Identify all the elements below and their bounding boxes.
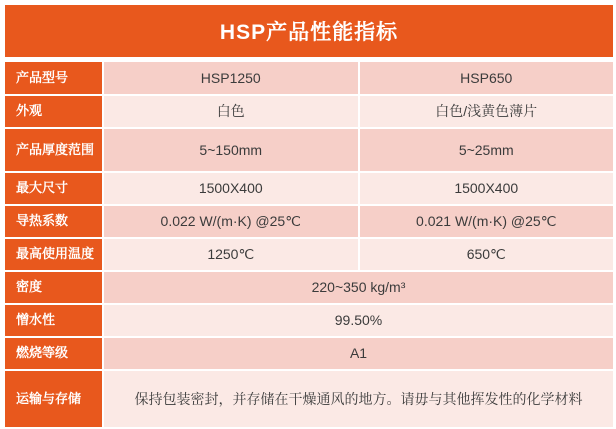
table-row bbox=[5, 96, 613, 127]
table-row bbox=[5, 371, 613, 427]
table-row bbox=[5, 305, 613, 336]
table-row bbox=[5, 62, 613, 94]
table-row bbox=[5, 129, 613, 171]
page-title: HSP产品性能指标 bbox=[5, 5, 613, 57]
table-row bbox=[5, 338, 613, 369]
table-row bbox=[5, 272, 613, 303]
row-label: 产品厚度范围 bbox=[5, 129, 102, 171]
row-label: 导热系数 bbox=[5, 206, 102, 237]
row-label: 运输与存储 bbox=[5, 371, 102, 427]
row-value: 0.022 W/(m·K) @25℃ bbox=[104, 206, 358, 237]
row-label: 外观 bbox=[5, 96, 102, 127]
row-value: 0.021 W/(m·K) @25℃ bbox=[360, 206, 614, 237]
spec-table bbox=[5, 62, 613, 427]
row-label: 最高使用温度 bbox=[5, 239, 102, 270]
row-label: 产品型号 bbox=[5, 62, 102, 94]
row-value: 白色 bbox=[104, 96, 358, 127]
row-value: HSP1250 bbox=[104, 62, 358, 94]
row-value: 白色/浅黄色薄片 bbox=[360, 96, 614, 127]
row-value: 1250℃ bbox=[104, 239, 358, 270]
row-value: 220~350 kg/m³ bbox=[104, 272, 613, 303]
row-label: 密度 bbox=[5, 272, 102, 303]
table-row bbox=[5, 206, 613, 237]
row-label: 燃烧等级 bbox=[5, 338, 102, 369]
row-value: A1 bbox=[104, 338, 613, 369]
row-value: 1500X400 bbox=[360, 173, 614, 204]
table-row bbox=[5, 173, 613, 204]
row-value: 99.50% bbox=[104, 305, 613, 336]
table-row bbox=[5, 239, 613, 270]
row-value: 5~25mm bbox=[360, 129, 614, 171]
row-value: 5~150mm bbox=[104, 129, 358, 171]
row-label: 最大尺寸 bbox=[5, 173, 102, 204]
row-value: 1500X400 bbox=[104, 173, 358, 204]
row-value: 650℃ bbox=[360, 239, 614, 270]
row-value: HSP650 bbox=[360, 62, 614, 94]
row-value: 保持包装密封，并存储在干燥通风的地方。请毋与其他挥发性的化学材料 bbox=[104, 371, 613, 427]
row-label: 憎水性 bbox=[5, 305, 102, 336]
